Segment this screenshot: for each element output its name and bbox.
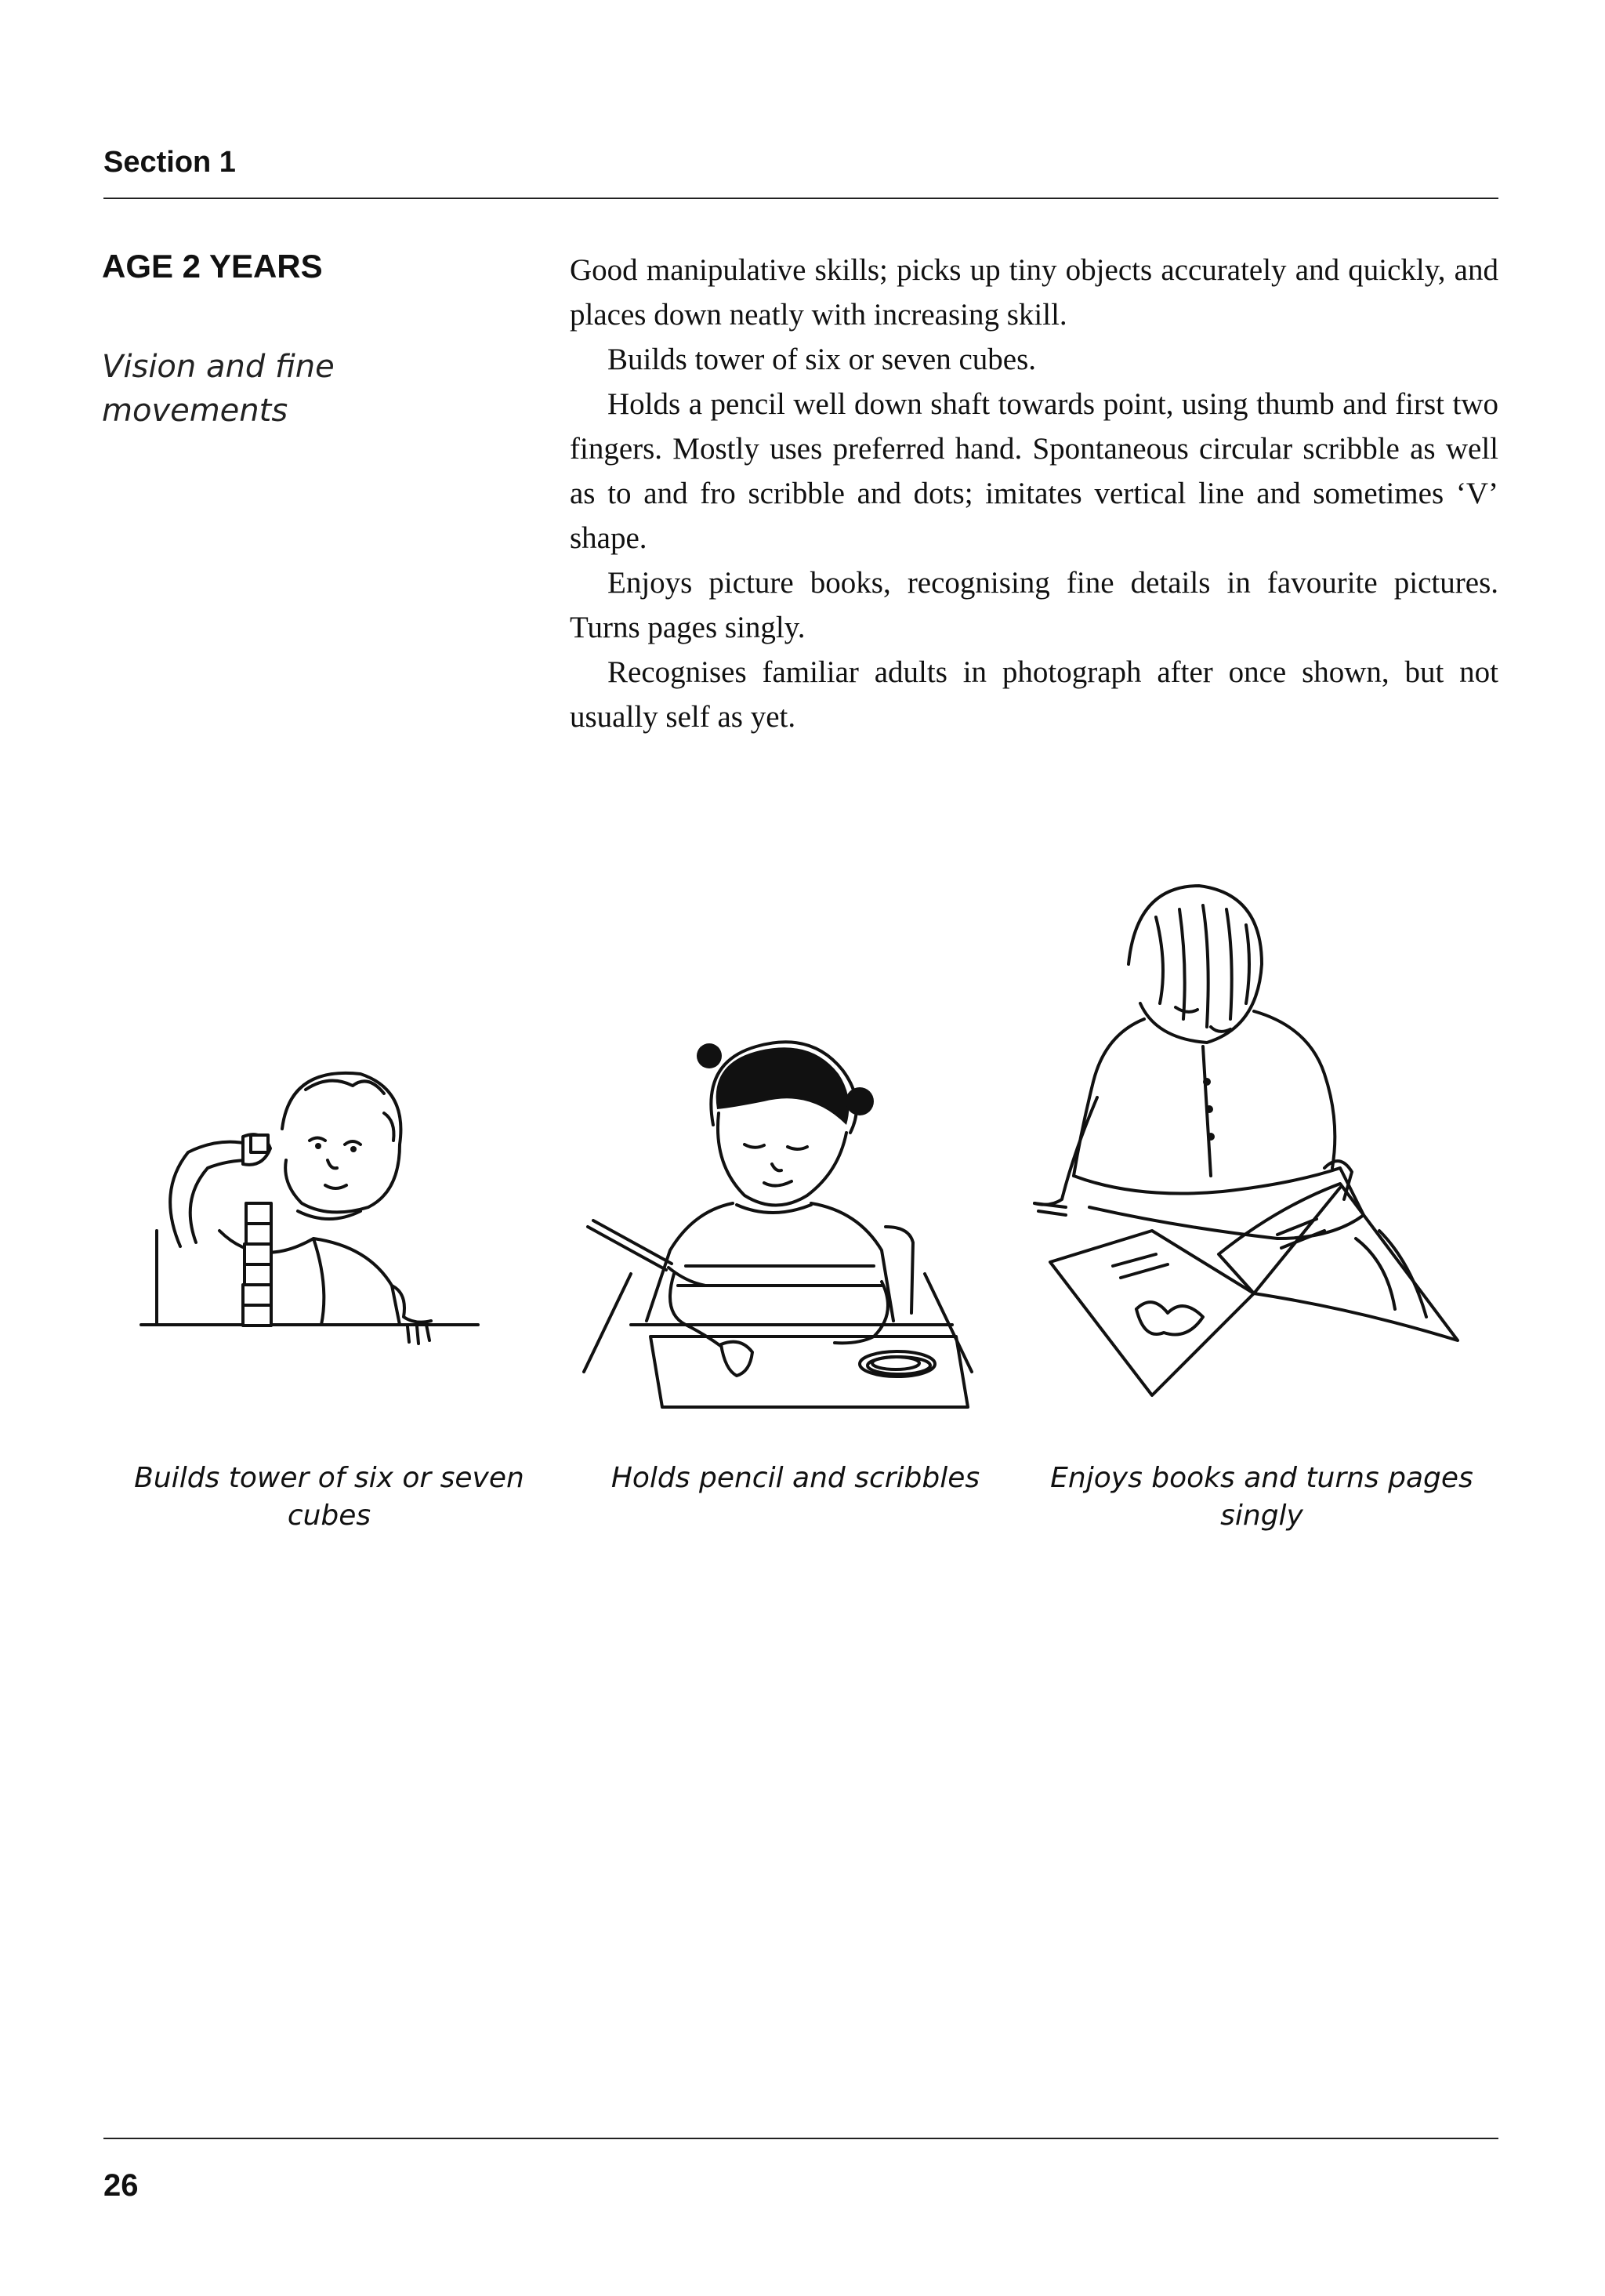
child-scribbling-with-pencil-illustration	[576, 1015, 984, 1427]
caption-pencil: Holds pencil and scribbles	[610, 1462, 980, 1494]
footer-rule	[103, 2138, 1498, 2139]
body-text	[570, 248, 1498, 739]
child-reading-picture-book-illustration	[1019, 870, 1473, 1419]
section-label: Section 1	[103, 146, 236, 179]
age-heading: AGE 2 YEARS	[102, 248, 323, 285]
child-building-cube-tower-illustration	[133, 1050, 509, 1380]
caption-books: Enjoys books and turns pages singly	[1050, 1462, 1473, 1532]
paragraph-photograph: Recognises familiar adults in photograph after once shown, but not usually self as yet.	[570, 655, 1498, 734]
paragraph-picture-books: Enjoys picture books, recognising fine details in favourite pictures. Turns pages singly.	[570, 566, 1498, 644]
page-number: 26	[103, 2168, 139, 2203]
header-rule	[103, 198, 1498, 199]
caption-cube-tower: Builds tower of six or seven cubes	[134, 1462, 524, 1532]
paragraph-manipulative-skills: Good manipulative skills; picks up tiny objects accurately and quickly, and places down neatly with increasing skill.	[570, 253, 1498, 332]
topic-subheading: Vision and fine movements	[102, 349, 335, 429]
paragraph-pencil: Holds a pencil well down shaft towards point, using thumb and first two fingers. Mostly uses preferred hand. Spontaneous circular scribble as well as to and fro scribble and dots; imitates vertical line and sometimes ‘V’ shape.	[570, 387, 1498, 555]
paragraph-tower: Builds tower of six or seven cubes.	[607, 343, 1036, 376]
